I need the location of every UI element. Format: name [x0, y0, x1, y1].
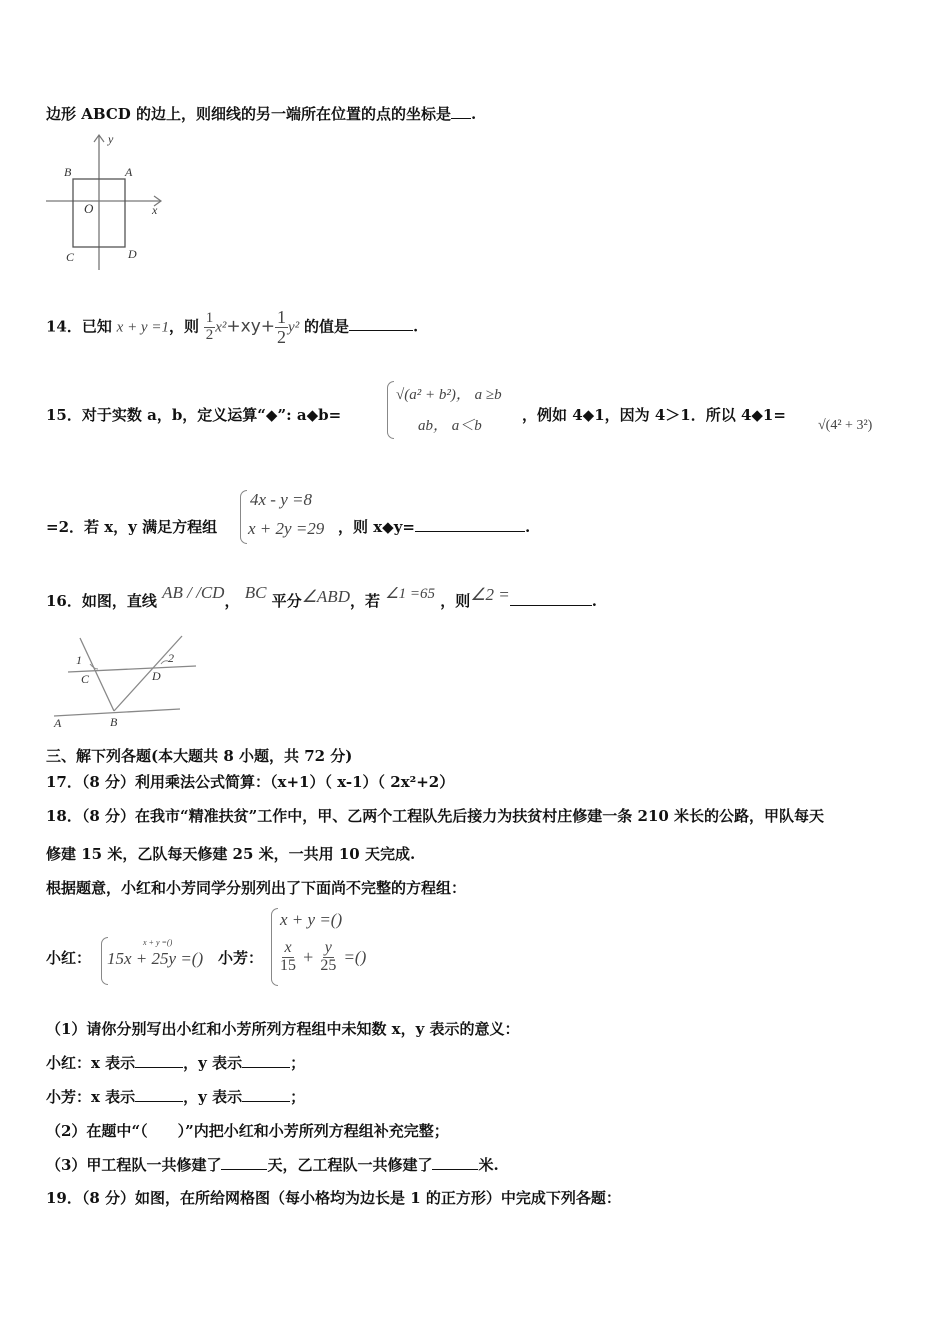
q18-line1: 18．（8 分）在我市“精准扶贫”工作中，甲、乙两个工程队先后接力为扶贫村庄修建一条 210 米长的公路，甲队每天	[46, 807, 825, 825]
q15-answer-blank[interactable]	[415, 531, 525, 532]
frac-y-25: $\frac{y}{25}$	[320, 939, 337, 974]
frac-x-15: $\frac{x}{15}$	[280, 939, 296, 974]
xiaofang-label: 小芳：	[218, 949, 264, 967]
label-b: B	[110, 715, 118, 729]
team-b-meters-blank[interactable]	[432, 1169, 478, 1170]
q15-example: √(4² + 3²)	[818, 418, 873, 433]
team-a-days-blank[interactable]	[221, 1169, 267, 1170]
q13-answer-blank[interactable]	[451, 118, 471, 119]
xiaohong-eq1: x + y =()	[143, 938, 173, 947]
q15-sys1: 4x - y =8	[250, 490, 312, 509]
xiaofang-eq2: $\frac{x}{15}$ + $\frac{y}{25}$ =()	[280, 939, 367, 974]
q19: 19．（8 分）如图，在所给网格图（每小格均为边长是 1 的正方形）中完成下列各题：	[46, 1189, 621, 1207]
q18-part3: （3）甲工程队一共修建了 天，乙工程队一共修建了 米.	[46, 1156, 499, 1174]
label-2: 2	[168, 651, 174, 665]
frac-half-1: $\frac{1}{2}$	[205, 310, 214, 343]
q14: 14．已知 x + y =1，则 $\frac{1}{2}$ x²+xy+ $\frac{1}{2}$ y² 的值是 .	[46, 307, 419, 347]
q18-line3: 根据题意，小红和小芳同学分别列出了下面尚不完整的方程组：	[46, 879, 467, 897]
q18-line2: 修建 15 米，乙队每天修建 25 米，一共用 10 天完成.	[46, 845, 416, 863]
q15-sys2: x + 2y =29	[248, 519, 325, 538]
label-c: C	[81, 672, 90, 686]
q15-case2: ab， a＜b	[418, 418, 482, 434]
q15-system-brace	[240, 490, 247, 544]
xiaohong-label: 小红：	[46, 949, 92, 967]
label-x: x	[152, 203, 158, 217]
label-a: A	[125, 165, 133, 179]
q17: 17．（8 分）利用乘法公式简算：（x+1）（ x-1）（ 2x²+2）	[46, 773, 455, 791]
label-y: y	[108, 132, 114, 146]
label-b: B	[64, 165, 72, 179]
q15-brace	[387, 381, 394, 439]
xf-y-blank[interactable]	[242, 1101, 290, 1102]
xf-x-blank[interactable]	[135, 1101, 183, 1102]
line-bd	[114, 636, 182, 711]
q16-answer-blank[interactable]	[510, 605, 592, 606]
xiaofang-brace	[271, 908, 278, 986]
q18-part1-xiaofang: 小芳：x 表示 ，y 表示 ；	[46, 1088, 306, 1106]
label-d: D	[128, 247, 137, 261]
label-c: C	[66, 250, 75, 264]
q14-answer-blank[interactable]	[349, 330, 413, 331]
q13-figure	[46, 130, 176, 275]
q15-line2: =2．若 x，y 满足方程组	[46, 518, 218, 536]
label-o: O	[84, 201, 94, 216]
q18-part2: （2）在题中“（ ）”内把小红和小芳所列方程组补充完整；	[46, 1122, 449, 1140]
q16: 16．如图，直线 AB / /CD， BC 平分∠ABD，若 ∠1 =65 ，则∠2 = .	[46, 583, 598, 610]
label-d: D	[152, 669, 161, 683]
q15-case1: √(a² + b²)， a ≥b	[396, 387, 502, 403]
label-a: A	[54, 716, 62, 730]
xiaohong-eq2: 15x + 25y =()	[107, 949, 204, 968]
q15-line1: 15．对于实数 a，b，定义运算“◆”: a◆b=	[46, 406, 342, 424]
q15-ask: ，则 x◆y= .	[338, 518, 531, 536]
q16-figure	[46, 630, 206, 730]
xh-y-blank[interactable]	[242, 1067, 290, 1068]
section-3-title: 三、解下列各题(本大题共 8 小题，共 72 分)	[46, 747, 353, 765]
q18-part1-xiaohong: 小红：x 表示 ，y 表示 ；	[46, 1054, 306, 1072]
frac-half-2: $\frac{1}{2}$	[277, 307, 287, 347]
label-1: 1	[76, 653, 82, 667]
xiaofang-eq1: x + y =()	[280, 910, 343, 929]
q18-part1: （1）请你分别写出小红和小芳所列方程组中未知数 x，y 表示的意义：	[46, 1020, 520, 1038]
q15-mid: ，例如 4◆1，因为 4＞1．所以 4◆1=	[522, 406, 786, 424]
xh-x-blank[interactable]	[135, 1067, 183, 1068]
q13-text: 边形 ABCD 的边上，则细线的另一端所在位置的点的坐标是 .	[46, 105, 477, 123]
